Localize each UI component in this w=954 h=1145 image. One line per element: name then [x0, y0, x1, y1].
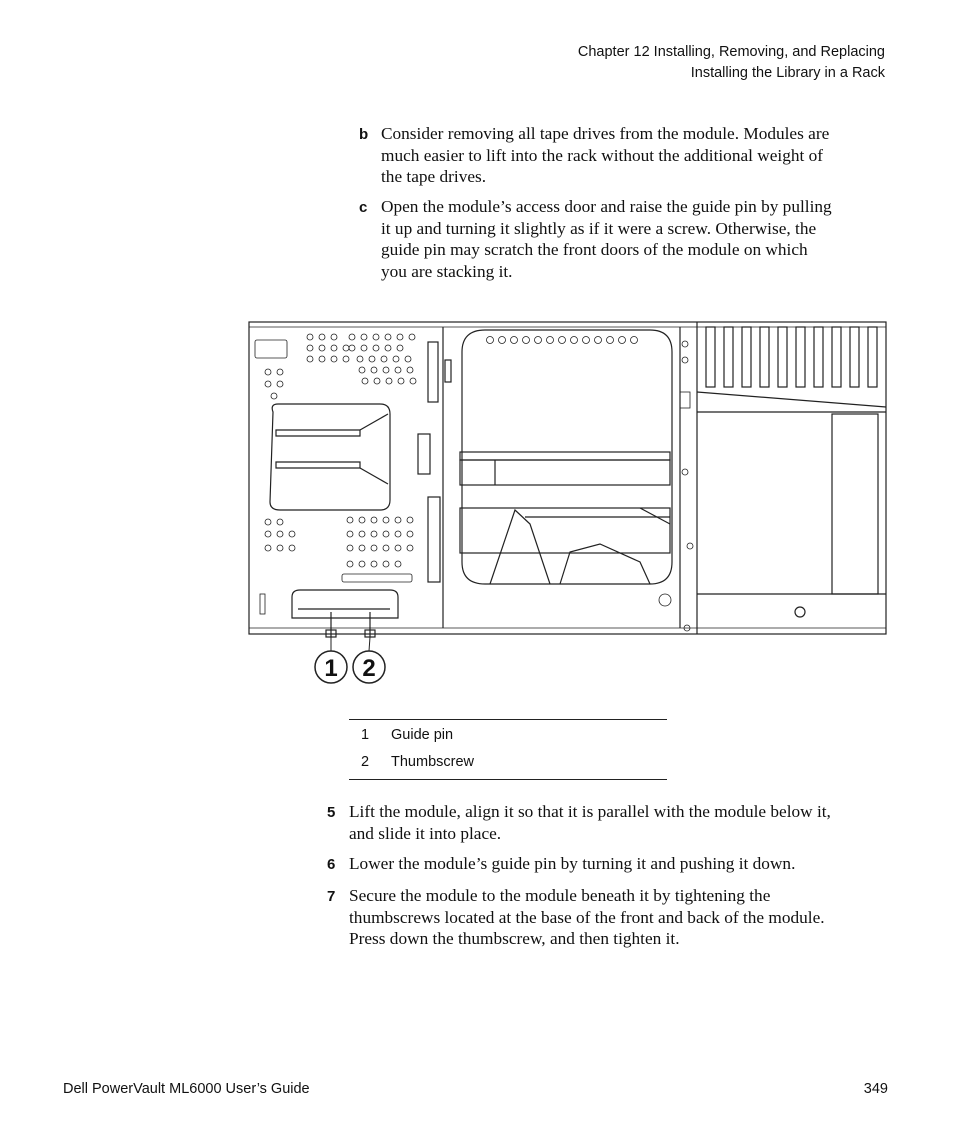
substep-line: you are stacking it.	[381, 261, 513, 281]
step-number: 7	[327, 888, 336, 905]
legend-row	[349, 754, 667, 774]
step-6	[327, 853, 897, 875]
page-number: 349	[863, 1081, 888, 1097]
legend-text: Guide pin	[391, 727, 454, 743]
step-line: Press down the thumbscrew, and then tighten it.	[349, 929, 680, 948]
callout-2	[353, 651, 385, 683]
legend-text: Thumbscrew	[391, 754, 474, 770]
substep-b	[359, 123, 899, 189]
section-header: Installing the Library in a Rack	[690, 65, 885, 81]
substep-line: it up and turning it slightly as if it were a screw. Otherwise, the	[381, 218, 817, 238]
substep-label: c	[359, 199, 368, 216]
step-5	[327, 801, 897, 845]
step-7	[327, 885, 897, 951]
substep-line: Consider removing all tape drives from the module. Modules are	[381, 124, 830, 143]
step-line: thumbscrews located at the base of the front and back of the module.	[349, 907, 825, 927]
substep-c	[359, 196, 899, 284]
legend-row	[349, 727, 667, 747]
substep-line: guide pin may scratch the front doors of the module on which	[381, 240, 808, 259]
step-line: Secure the module to the module beneath it by tightening the	[349, 886, 771, 905]
callout-1	[315, 651, 347, 683]
callout-1-label: 1	[324, 655, 338, 682]
legend-number: 1	[361, 727, 370, 743]
step-line: Lift the module, align it so that it is parallel with the module below it,	[349, 802, 831, 821]
drive-slots	[706, 327, 877, 387]
step-line: and slide it into place.	[349, 823, 502, 843]
step-number: 6	[327, 856, 336, 873]
substep-label: b	[359, 126, 369, 143]
substep-line: the tape drives.	[381, 167, 487, 186]
step-number: 5	[327, 804, 336, 821]
step-line: Lower the module’s guide pin by turning it and pushing it down.	[349, 854, 796, 873]
callout-2-label: 2	[362, 655, 376, 682]
library-module-figure	[240, 312, 892, 690]
substep-line: much easier to lift into the rack without the additional weight of	[381, 145, 823, 165]
chapter-header: Chapter 12 Installing, Removing, and Replacing	[577, 44, 885, 60]
figure-legend	[349, 719, 667, 780]
footer-title: Dell PowerVault ML6000 User’s Guide	[63, 1081, 310, 1097]
substep-line: Open the module’s access door and raise the guide pin by pulling	[381, 197, 832, 216]
legend-number: 2	[361, 754, 370, 770]
